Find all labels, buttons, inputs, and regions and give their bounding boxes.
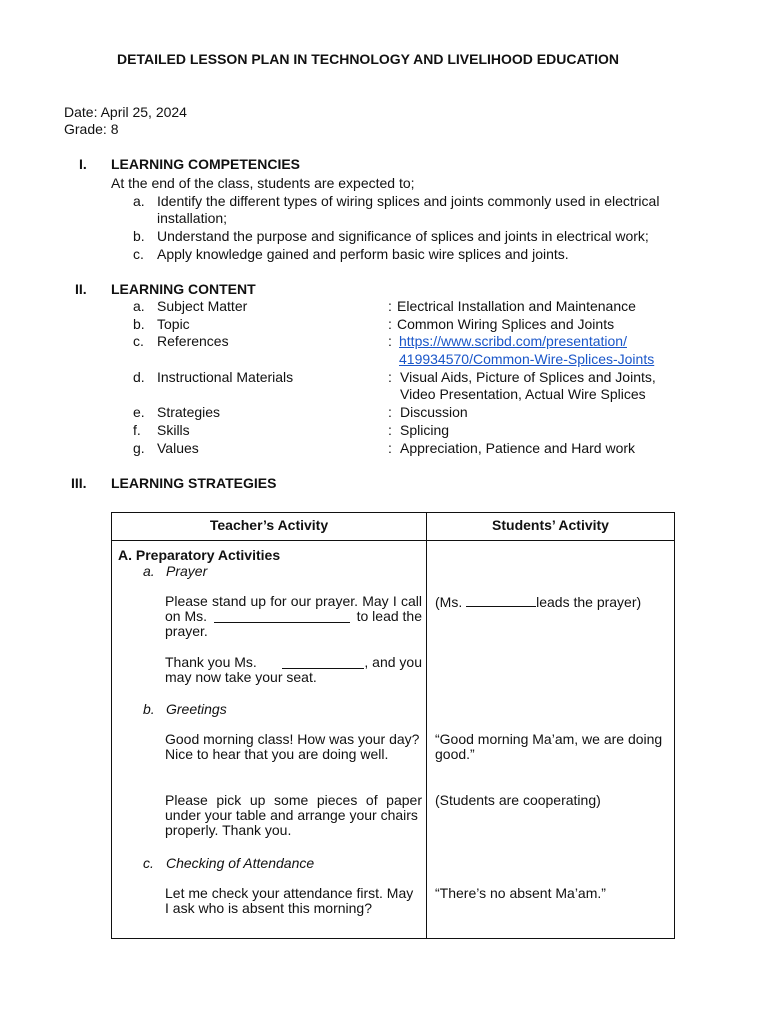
section-3-heading: LEARNING STRATEGIES <box>111 475 277 491</box>
attendance-teacher-line-2: I ask who is absent this morning? <box>165 900 372 916</box>
prayer-title: Prayer <box>166 563 208 579</box>
paper-teacher-text <box>165 793 422 838</box>
content-e-letter: e. <box>133 404 145 420</box>
content-f-label: Skills <box>157 422 190 438</box>
prayer-to-lead: to lead the <box>356 608 422 624</box>
content-d-value: Visual Aids, Picture of Splices and Joints, <box>400 369 656 385</box>
section-2-heading: LEARNING CONTENT <box>111 281 256 297</box>
prayer-thankyou-line-2: may now take your seat. <box>165 669 317 685</box>
prayer-teacher-line-1: Please stand up for our prayer. May I call <box>165 593 422 609</box>
content-b-label: Topic <box>157 316 190 332</box>
content-g-colon: : <box>388 440 392 456</box>
table-bottom-border <box>111 938 675 939</box>
competency-c-text: Apply knowledge gained and perform basic wire splices and joints. <box>157 246 569 262</box>
prayer-student-response <box>435 594 641 611</box>
content-g-value: Appreciation, Patience and Hard work <box>400 440 636 456</box>
reference-link-cont[interactable]: 419934570/Common-Wire-Splices-Joints <box>399 351 655 367</box>
content-b-letter: b. <box>133 316 145 332</box>
greetings-letter: b. <box>143 701 155 717</box>
content-f-colon: : <box>388 422 392 438</box>
table-header-divider <box>111 540 675 541</box>
prayer-thankyou-text <box>165 655 422 685</box>
lesson-grade: Grade: 8 <box>64 121 119 137</box>
table-left-border <box>111 512 112 939</box>
greetings-teacher-line-2: Nice to hear that you are doing well. <box>165 746 389 762</box>
prayer-student-ms: (Ms. <box>435 594 463 610</box>
greetings-title: Greetings <box>166 701 227 717</box>
table-top-border <box>111 512 675 513</box>
reference-link[interactable]: https://www.scribd.com/presentation/ <box>399 333 627 349</box>
content-a-value: Electrical Installation and Maintenance <box>397 298 636 314</box>
content-c-colon: : <box>388 333 392 349</box>
prayer-letter: a. <box>143 563 155 579</box>
competency-a-text-cont: installation; <box>157 210 228 226</box>
prayer-teacher-line-3: prayer. <box>165 623 208 639</box>
content-a-colon: : <box>388 298 392 314</box>
content-a-label: Subject Matter <box>157 298 248 314</box>
content-g-letter: g. <box>133 440 145 456</box>
content-d-colon: : <box>388 369 392 385</box>
prayer-and-you: , and you <box>364 654 422 670</box>
paper-teacher-line-2: under your table and arrange your chairs <box>165 807 418 823</box>
paper-teacher-line-1: Please pick up some pieces of paper <box>165 792 422 808</box>
table-right-border <box>674 512 675 939</box>
section-1-heading: LEARNING COMPETENCIES <box>111 156 301 172</box>
prayer-teacher-line-2 <box>165 609 422 624</box>
content-a-letter: a. <box>133 298 145 314</box>
table-middle-border <box>426 512 427 939</box>
content-c-label: References <box>157 333 229 349</box>
prayer-thankyou-line-1 <box>165 655 422 670</box>
attendance-teacher-text <box>165 886 422 916</box>
paper-student-text: (Students are cooperating) <box>435 792 601 808</box>
prayer-on-ms: on Ms. <box>165 608 208 624</box>
content-g-label: Values <box>157 440 199 456</box>
content-b-value: Common Wiring Splices and Joints <box>397 316 615 332</box>
document-title: DETAILED LESSON PLAN IN TECHNOLOGY AND LIVELIHOOD EDUCATION <box>117 51 619 67</box>
greetings-student-line-1: “Good morning Ma’am, we are doing <box>435 731 663 747</box>
section-1-intro: At the end of the class, students are expected to; <box>111 175 415 191</box>
attendance-teacher-line-1: Let me check your attendance first. May <box>165 885 414 901</box>
teacher-activity-header: Teacher’s Activity <box>209 517 329 533</box>
prayer-teacher-text <box>165 594 422 639</box>
content-e-colon: : <box>388 404 392 420</box>
content-d-label: Instructional Materials <box>157 369 294 385</box>
students-activity-header: Students’ Activity <box>492 517 609 533</box>
content-e-label: Strategies <box>157 404 221 420</box>
section-1-number: I. <box>79 156 87 172</box>
greetings-teacher-line-1: Good morning class! How was your day? <box>165 731 420 747</box>
competency-a-letter: a. <box>133 193 145 209</box>
lesson-date: Date: April 25, 2024 <box>64 104 187 120</box>
greetings-student-text <box>435 732 671 762</box>
content-c-letter: c. <box>133 333 144 349</box>
prayer-student-blank <box>466 595 536 607</box>
section-3-number: III. <box>71 475 87 491</box>
competency-b-text: Understand the purpose and significance of splices and joints in electrical work; <box>157 228 649 244</box>
content-d-value-cont: Video Presentation, Actual Wire Splices <box>400 386 646 402</box>
competency-a-text: Identify the different types of wiring splices and joints commonly used in electrical <box>157 193 660 209</box>
attendance-letter: c. <box>143 855 154 871</box>
section-2-number: II. <box>75 281 87 297</box>
content-f-value: Splicing <box>400 422 450 438</box>
content-f-letter: f. <box>133 422 141 438</box>
content-d-letter: d. <box>133 369 145 385</box>
greetings-teacher-text <box>165 732 422 762</box>
competency-b-letter: b. <box>133 228 145 244</box>
paper-teacher-line-3: properly. Thank you. <box>165 822 292 838</box>
content-b-colon: : <box>388 316 392 332</box>
prayer-thankyou-blank <box>282 657 364 669</box>
prayer-name-blank <box>214 611 350 623</box>
competency-c-letter: c. <box>133 246 144 262</box>
preparatory-activities-heading: A. Preparatory Activities <box>118 547 281 563</box>
prayer-thank-you-ms: Thank you Ms. <box>165 654 257 670</box>
attendance-title: Checking of Attendance <box>166 855 315 871</box>
greetings-student-line-2: good.” <box>435 746 475 762</box>
attendance-student-text: “There’s no absent Ma’am.” <box>435 885 606 901</box>
content-e-value: Discussion <box>400 404 468 420</box>
prayer-student-leads: leads the prayer) <box>536 594 642 610</box>
